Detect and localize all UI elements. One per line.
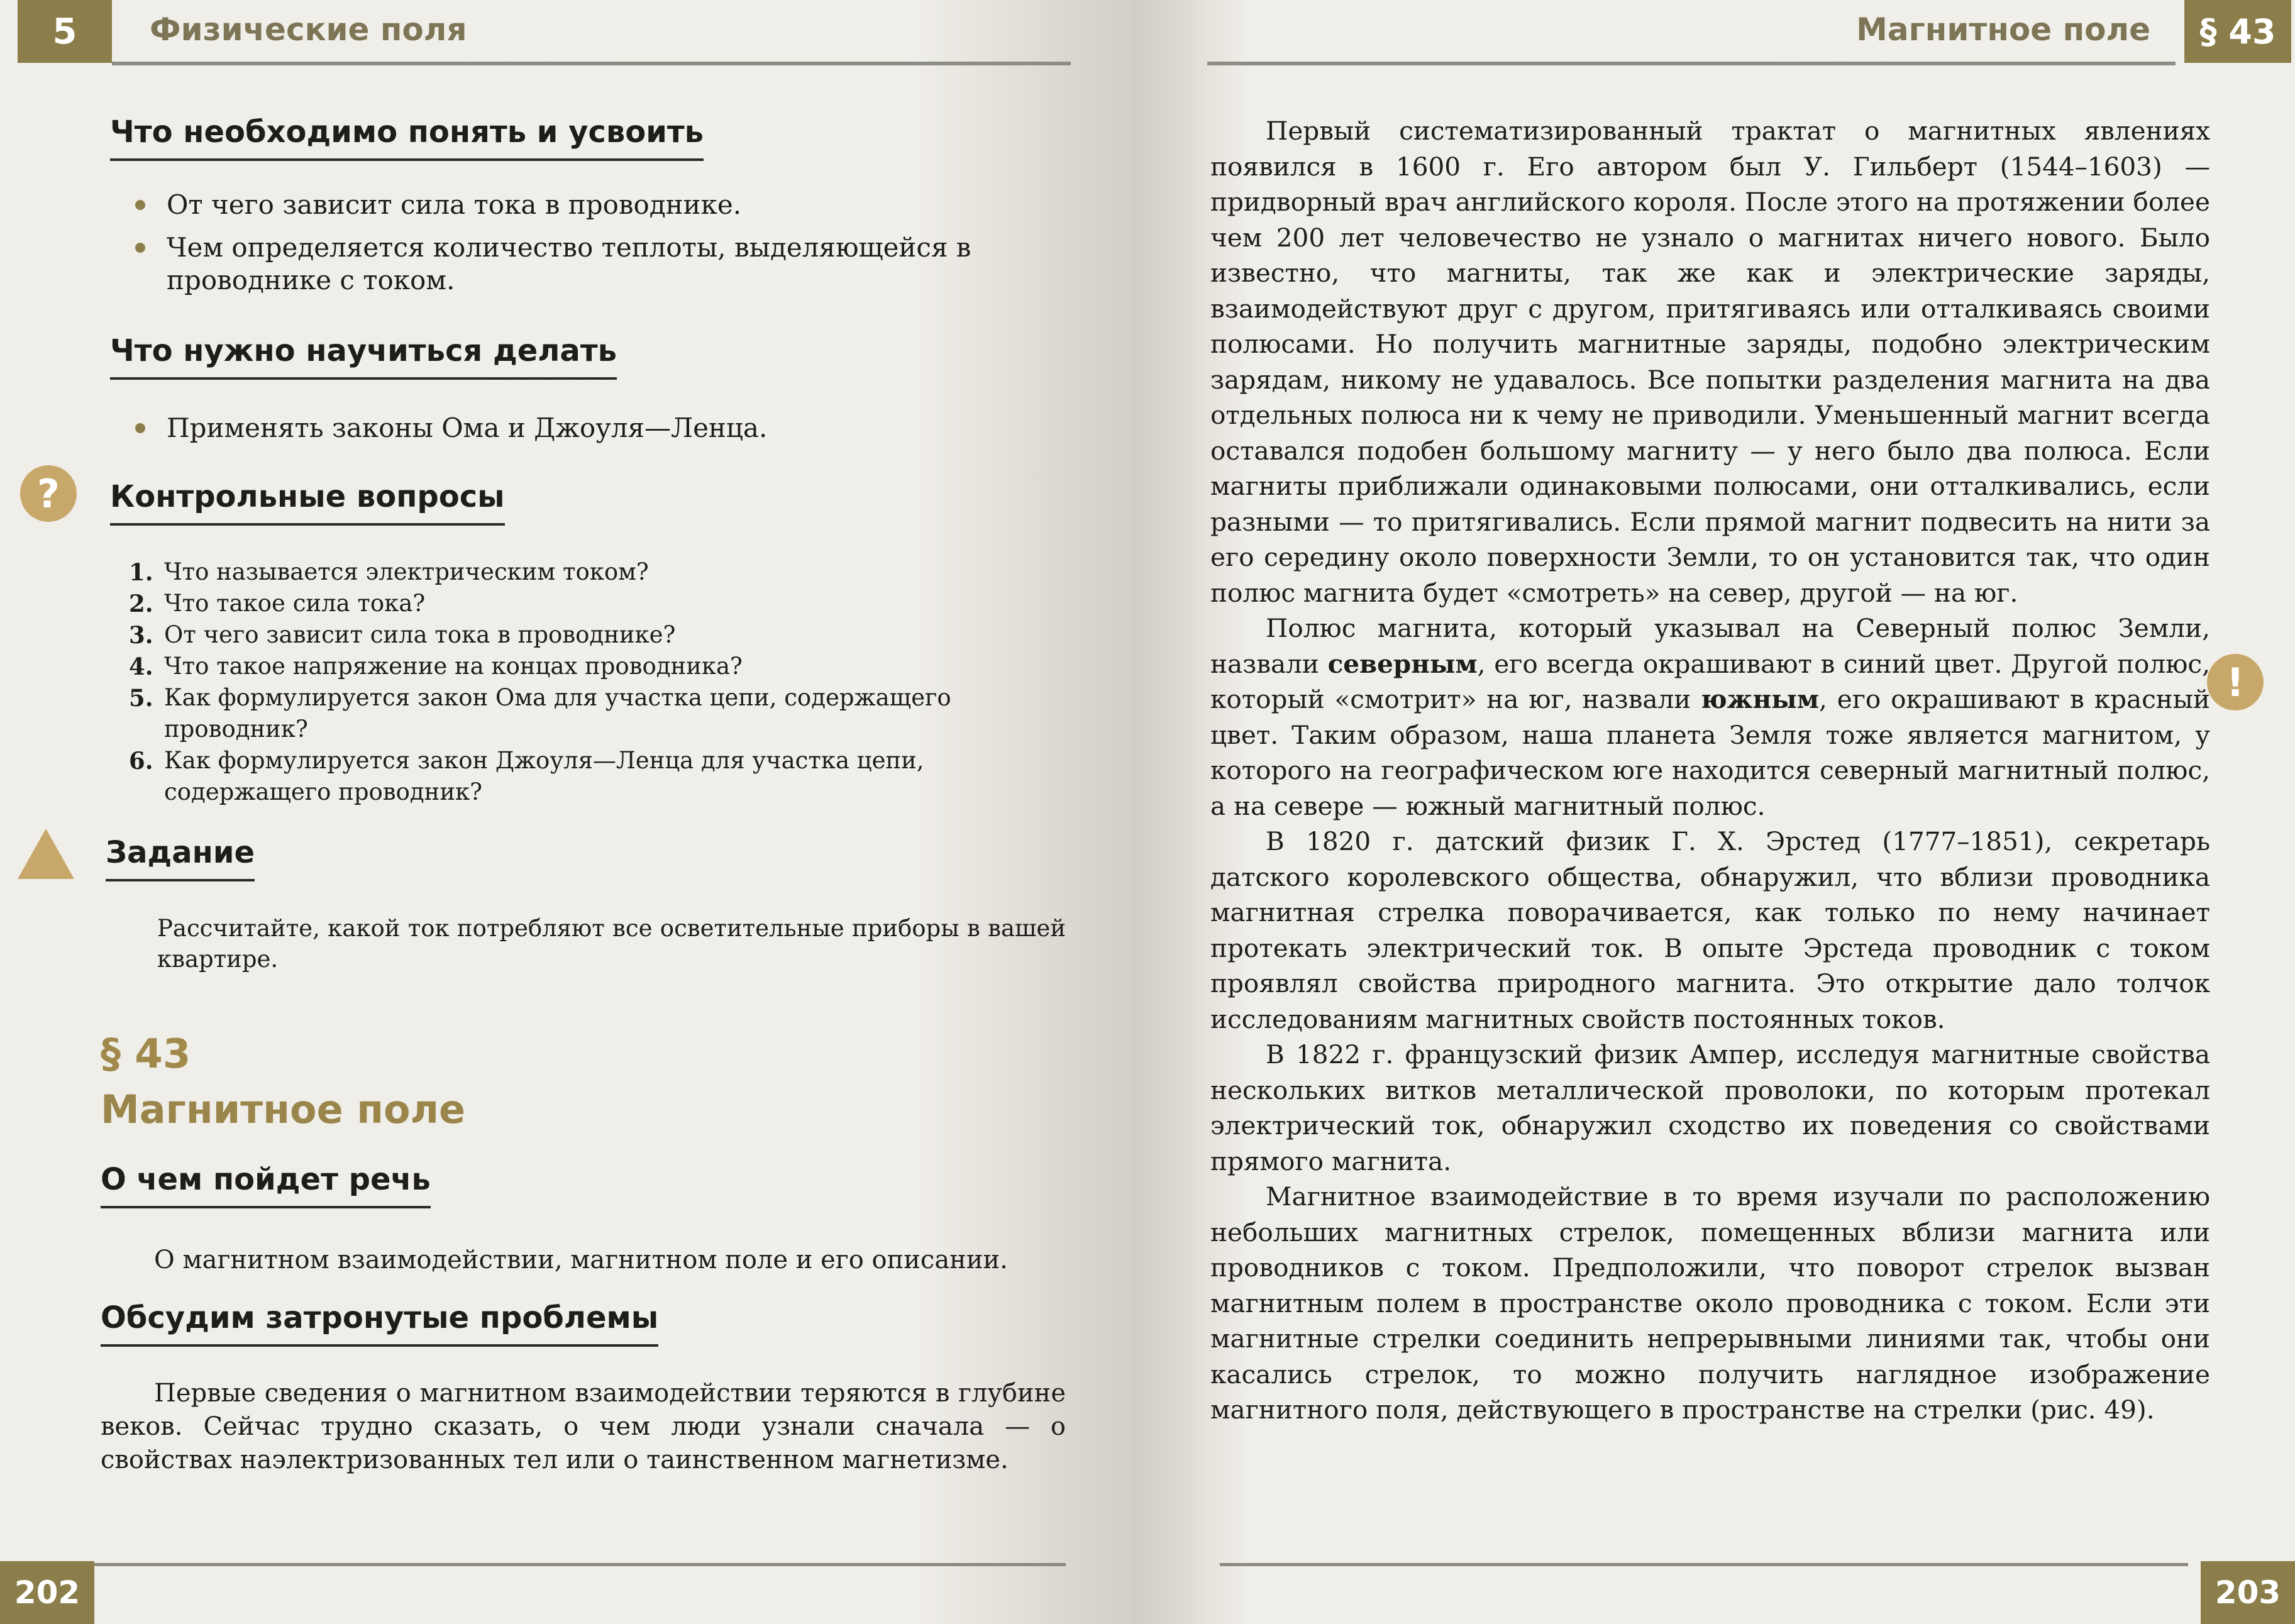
page-number-left: 202	[0, 1561, 94, 1624]
list-item: 5. Как формулируется закон Ома для участка цепи, содержащего проводник?	[129, 684, 951, 743]
paragraph: В 1820 г. датский физик Г. Х. Эрстед (1777–1851), секретарь датского королевского общества, обнаружил, что вблизи проводника магнитная стрелка поворачивается, как только по нему начинает протекать электрический ток. В опыте Эрстеда проводник с током проявлял свойства природного магнита. Это открытие дало толчок исследованиям магнитных свойств постоянных токов.	[1210, 826, 2210, 1034]
list-item: Чем определяется количество теплоты, выделяющейся в проводнике с током.	[110, 231, 1066, 297]
list-item: 4. Что такое напряжение на концах проводника?	[129, 653, 743, 680]
task-text: Рассчитайте, какой ток потребляют все осветительные приборы в вашей квартире.	[157, 915, 1066, 973]
must-learn-list	[110, 412, 1066, 455]
footer-rule	[1220, 1563, 2188, 1566]
task-heading: Задание	[106, 835, 255, 881]
question-mark-icon: ?	[20, 465, 77, 522]
main-text	[1210, 113, 2210, 1428]
paragraph: Полюс магнита, который указывал на Северный полюс Земли, назвали северным, его всегда окрашивают в синий цвет. Другой полюс, который «смотрит» на юг, назвали южным, его окрашивают в красный цвет. Таким образом, наша планета Земля тоже является магнитом, у которого на географическом юге находится северный магнитный полюс, а на севере — южный магнитный полюс.	[1210, 613, 2210, 821]
warning-triangle-icon	[18, 829, 74, 879]
control-questions-heading: Контрольные вопросы	[110, 479, 505, 526]
section-title: Магнитное поле	[101, 1086, 466, 1132]
list-item: 1. Что называется электрическим током?	[129, 558, 649, 586]
footer-rule	[94, 1563, 1066, 1566]
section-number: § 43	[101, 1031, 191, 1078]
discuss-heading: Обсудим затронутые проблемы	[101, 1300, 658, 1347]
page-number-right: 203	[2201, 1561, 2295, 1624]
header-rule	[1207, 62, 2176, 65]
paragraph: Первый систематизированный трактат о магнитных явлениях появился в 1600 г. Его автором был У. Гильберт (1544–1603) — придворный врач английского короля. После этого на протяжении более чем 200 лет человечество не узнало о магнитах ничего нового. Было известно, что магниты, так же как и электрические заряды, взаимодействуют друг с другом, притягиваясь или отталкиваясь своими полюсами. Но получить магнитные заряды, подобно электрическим зарядам, никому не удавалось. Все попытки разделения магнита на два отдельных полюса ни к чему не приводили. Уменьшенный магнит всегда оставался подобен большому магниту — у него было два полюса. Если магниты приближали одинаковыми полюсами, они отталкивались, если разными — то притягивались. Если прямой магнит подвесить на нити за его середину около поверхности Земли, то он установится так, что один полюс магнита будет «смотреть» на север, другой — на юг.	[1210, 116, 2210, 608]
left-page	[0, 0, 1132, 1624]
must-understand-list	[110, 189, 1066, 307]
exclamation-icon: !	[2207, 654, 2264, 710]
list-item: 3. От чего зависит сила тока в проводнике?	[129, 621, 676, 649]
control-questions-list	[110, 556, 1066, 808]
list-item: 6. Как формулируется закон Джоуля—Ленца для участка цепи, содержащего проводник?	[129, 747, 924, 805]
bullet-icon	[135, 423, 145, 433]
paragraph: В 1822 г. французский физик Ампер, исследуя магнитные свойства нескольких витков металлической проволоки, по которым протекал электрический ток, обнаружил сходство их поведения со свойствами прямого магнита.	[1210, 1039, 2210, 1176]
section-badge: § 43	[2184, 0, 2291, 63]
running-head-left: Физические поля	[150, 11, 467, 48]
list-item: 2. Что такое сила тока?	[129, 590, 426, 617]
right-page	[1132, 0, 2295, 1624]
bullet-icon	[135, 200, 145, 210]
paragraph: Магнитное взаимодействие в то время изучали по расположению небольших магнитных стрелок, помещенных вблизи магнита или проводников с током. Предположили, что поворот стрелок вызван магнитным полем в пространстве около проводника с током. Если эти магнитные стрелки соединить непрерывными линиями так, чтобы они касались стрелок, то можно получить наглядное изображение магнитного поля, действующего в пространстве на стрелки (рис. 49).	[1210, 1181, 2210, 1425]
must-understand-heading: Что необходимо понять и усвоить	[110, 114, 704, 161]
running-head-right: Магнитное поле	[1856, 11, 2150, 48]
chapter-number-badge: 5	[18, 0, 112, 63]
header-rule	[112, 62, 1071, 65]
must-learn-heading: Что нужно научиться делать	[110, 333, 617, 380]
what-about-text: О магнитном взаимодействии, магнитном поле и его описании.	[154, 1246, 1008, 1274]
bullet-icon	[135, 243, 145, 253]
list-item: От чего зависит сила тока в проводнике.	[110, 189, 1066, 221]
discuss-text: Первые сведения о магнитном взаимодействии теряются в глубине веков. Сейчас трудно сказать, о чем люди узнали сначала — о свойствах наэлектризованных тел или о таинственном магнетизме.	[101, 1379, 1066, 1474]
what-about-heading: О чем пойдет речь	[101, 1162, 431, 1208]
list-item: Применять законы Ома и Джоуля—Ленца.	[110, 412, 1066, 445]
